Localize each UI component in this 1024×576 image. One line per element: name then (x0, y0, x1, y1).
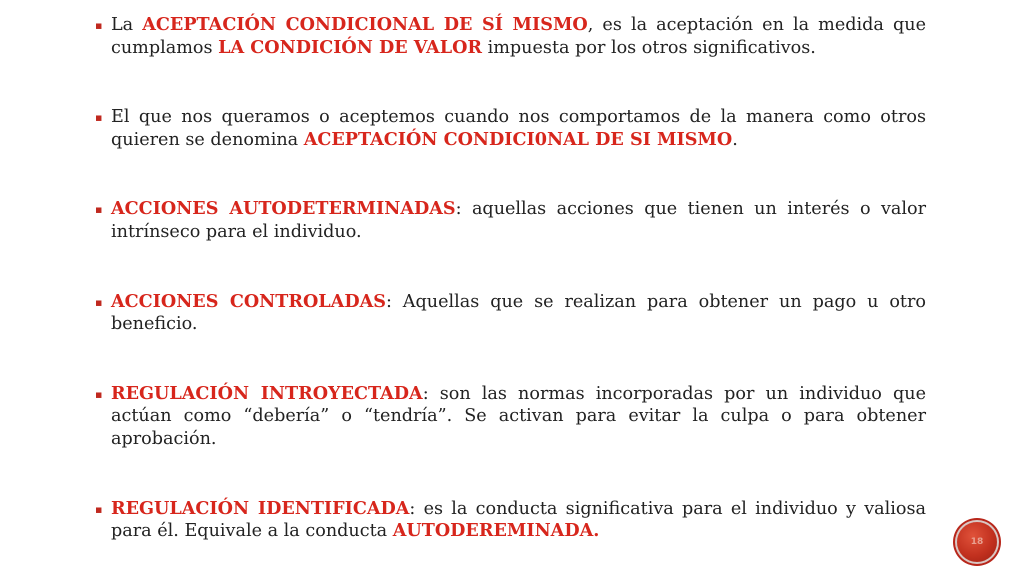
bullet-text: : Aquellas que se realizan para obtener un pago u otro beneficio. (111, 291, 927, 335)
bullet-item (96, 498, 926, 543)
highlighted-term: AUTODEREMINADA. (392, 520, 600, 542)
bullet-item (96, 383, 926, 451)
bullet-text: : es la conducta significativa para el individuo y valiosa para él. Equivale a la conducta (111, 498, 926, 542)
bullet-item (96, 291, 926, 336)
highlighted-term: LA CONDICIÓN DE VALOR (218, 36, 483, 58)
bullet-text: impuesta por los otros significativos. (482, 37, 816, 58)
highlighted-term: ACCIONES CONTROLADAS (111, 290, 386, 312)
bullet-item (96, 198, 926, 243)
slide-number-badge (957, 522, 997, 562)
bullet-text: El que nos queramos o aceptemos cuando nos comportamos de la manera como otros quieren se denomina (111, 107, 926, 150)
bullet-item (96, 106, 926, 151)
highlighted-term: REGULACIÓN IDENTIFICADA (111, 497, 410, 519)
highlighted-term: ACEPTACIÓN CONDICI0NAL DE SI MISMO (303, 128, 733, 150)
slide-number: 18 (970, 537, 984, 547)
highlighted-term: REGULACIÓN INTROYECTADA (111, 382, 423, 404)
bullet-text: : son las normas incorporadas por un individuo que actúan como “debería” o “tendría”. Se activan para evitar la culpa o para obtener aprobación. (111, 383, 926, 449)
square-bullet-icon: ▪ (95, 19, 103, 32)
bullet-item (96, 14, 926, 59)
square-bullet-icon: ▪ (95, 295, 103, 309)
bullet-text: . (732, 129, 738, 150)
highlighted-term: ACEPTACIÓN CONDICIONAL DE SÍ MISMO (142, 14, 588, 35)
highlighted-term: ACCIONES AUTODETERMINADAS (111, 198, 456, 220)
bullet-text: La (111, 15, 143, 35)
bullet-text: : aquellas acciones que tienen un interés o valor intrínseco para el individuo. (111, 199, 926, 242)
square-bullet-icon: ▪ (95, 111, 103, 125)
bullet-text: , es la aceptación en la medida que cumplamos (111, 15, 926, 58)
bullet-list (96, 14, 926, 543)
square-bullet-icon: ▪ (95, 203, 103, 217)
square-bullet-icon: ▪ (95, 387, 103, 401)
square-bullet-icon: ▪ (95, 502, 103, 516)
